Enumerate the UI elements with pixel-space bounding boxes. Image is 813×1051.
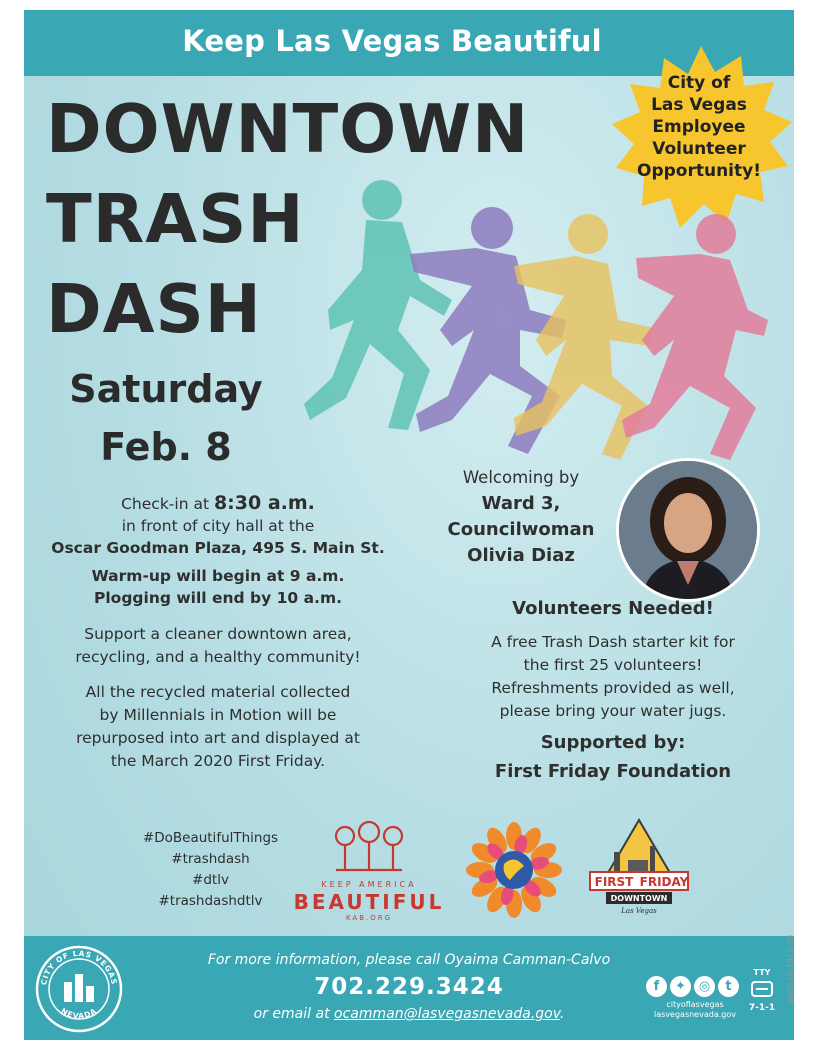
social-handle: cityoflasvegas bbox=[666, 1000, 724, 1009]
ff-friday-text: FRIDAY bbox=[639, 875, 689, 889]
tty-label: TTY bbox=[753, 968, 771, 977]
contact-phone[interactable]: 702.229.3424 bbox=[314, 974, 504, 1000]
seal-bottom-text: NEVADA bbox=[59, 1006, 99, 1021]
welcome-line: Ward 3, bbox=[481, 493, 561, 514]
councilwoman-portrait bbox=[616, 458, 760, 602]
email-prefix: or email at bbox=[253, 1006, 335, 1022]
kab-trees-icon bbox=[286, 820, 452, 878]
support-text-line: recycling, and a healthy community! bbox=[75, 648, 361, 666]
ff-first-text: FIRST bbox=[594, 875, 634, 889]
welcome-intro: Welcoming by bbox=[462, 468, 580, 487]
volunteers-line: the first 25 volunteers! bbox=[523, 656, 703, 674]
volunteers-line: Refreshments provided as well, bbox=[491, 679, 735, 697]
checkin-time: 8:30 a.m. bbox=[213, 492, 315, 514]
seal-top-text: CITY OF LAS VEGAS bbox=[39, 948, 119, 986]
event-date bbox=[60, 360, 272, 476]
tumblr-icon[interactable]: t bbox=[718, 976, 739, 997]
tty-phone-icon bbox=[750, 980, 774, 998]
hashtag: #DoBeautifulThings bbox=[142, 830, 279, 846]
ff-downtown-text: DOWNTOWN bbox=[610, 894, 668, 903]
title-line: DOWNTOWN bbox=[46, 90, 530, 168]
date-line: Feb. 8 bbox=[100, 425, 232, 469]
burst-line: Las Vegas bbox=[651, 95, 747, 115]
employee-volunteer-badge-text bbox=[624, 72, 774, 182]
contact-text: For more information, please call Oyaima Camman-Calvo bbox=[207, 952, 611, 968]
supported-label: Supported by: bbox=[540, 732, 686, 753]
hashtag: #trashdashdtlv bbox=[158, 893, 263, 909]
twitter-icon[interactable]: ✦ bbox=[670, 976, 691, 997]
warmup-time: Warm-up will begin at 9 a.m. bbox=[91, 567, 345, 585]
volunteers-heading: Volunteers Needed! bbox=[512, 598, 714, 619]
event-details bbox=[32, 492, 404, 773]
contact-info bbox=[174, 950, 644, 1024]
instagram-icon[interactable]: ◎ bbox=[694, 976, 715, 997]
burst-line: Employee bbox=[652, 117, 746, 137]
tty-relay bbox=[746, 968, 778, 1028]
city-seal bbox=[34, 944, 124, 1034]
first-friday-emblem bbox=[584, 816, 694, 916]
keep-america-beautiful-logo bbox=[286, 820, 452, 920]
org-name: Keep Las Vegas Beautiful bbox=[182, 24, 602, 58]
location-line: in front of city hall at the bbox=[121, 517, 315, 535]
welcome-line: Councilwoman bbox=[447, 519, 595, 540]
kab-url-text: KAB.ORG bbox=[345, 914, 393, 922]
hashtag: #dtlv bbox=[192, 872, 229, 888]
website-url: lasvegasnevada.gov bbox=[654, 1010, 736, 1019]
recycle-text-line: repurposed into art and displayed at bbox=[76, 729, 360, 747]
kab-main-text: BEAUTIFUL bbox=[293, 890, 445, 914]
supported-by bbox=[428, 728, 794, 786]
document-code: CS-2701-01-20RS bbox=[786, 935, 794, 1005]
burst-line: Opportunity! bbox=[637, 161, 761, 181]
svg-text:NEVADA bbox=[60, 1006, 99, 1020]
social-icons bbox=[646, 976, 742, 998]
contact-email-line bbox=[174, 1004, 644, 1024]
flyer bbox=[24, 10, 794, 1040]
social-handles bbox=[636, 1000, 754, 1020]
checkin-prefix: Check-in at bbox=[121, 495, 214, 513]
hashtag: #trashdash bbox=[171, 851, 250, 867]
plogging-end-time: Plogging will end by 10 a.m. bbox=[94, 589, 342, 607]
location-address: Oscar Goodman Plaza, 495 S. Main St. bbox=[51, 539, 385, 557]
welcome-block bbox=[428, 465, 614, 569]
first-friday-logo bbox=[584, 816, 694, 916]
sunflower-logo bbox=[466, 822, 562, 918]
volunteers-line: A free Trash Dash starter kit for bbox=[491, 633, 735, 651]
ff-lasvegas-text: Las Vegas bbox=[621, 907, 657, 915]
support-text-line: Support a cleaner downtown area, bbox=[84, 625, 352, 643]
burst-line: Volunteer bbox=[652, 139, 746, 159]
welcome-line: Olivia Diaz bbox=[467, 545, 575, 566]
recycle-text-line: by Millennials in Motion will be bbox=[99, 706, 337, 724]
supported-name: First Friday Foundation bbox=[494, 761, 732, 782]
volunteers-line: please bring your water jugs. bbox=[499, 702, 727, 720]
facebook-icon[interactable]: f bbox=[646, 976, 667, 997]
title-line: TRASH bbox=[46, 180, 305, 258]
hashtags bbox=[128, 828, 293, 912]
event-title bbox=[46, 84, 529, 354]
checkin-line bbox=[32, 492, 404, 515]
burst-line: City of bbox=[667, 73, 731, 93]
title-line: DASH bbox=[46, 270, 262, 348]
tty-number: 7-1-1 bbox=[748, 1003, 776, 1013]
kab-top-text: KEEP AMERICA bbox=[321, 880, 417, 889]
recycle-text-line: All the recycled material collected bbox=[85, 683, 351, 701]
recycle-text-line: the March 2020 First Friday. bbox=[110, 752, 326, 770]
contact-email-link[interactable]: ocamman@lasvegasnevada.gov bbox=[334, 1006, 560, 1022]
date-line: Saturday bbox=[69, 367, 263, 411]
email-suffix: . bbox=[559, 1006, 565, 1022]
volunteers-details bbox=[428, 631, 794, 723]
